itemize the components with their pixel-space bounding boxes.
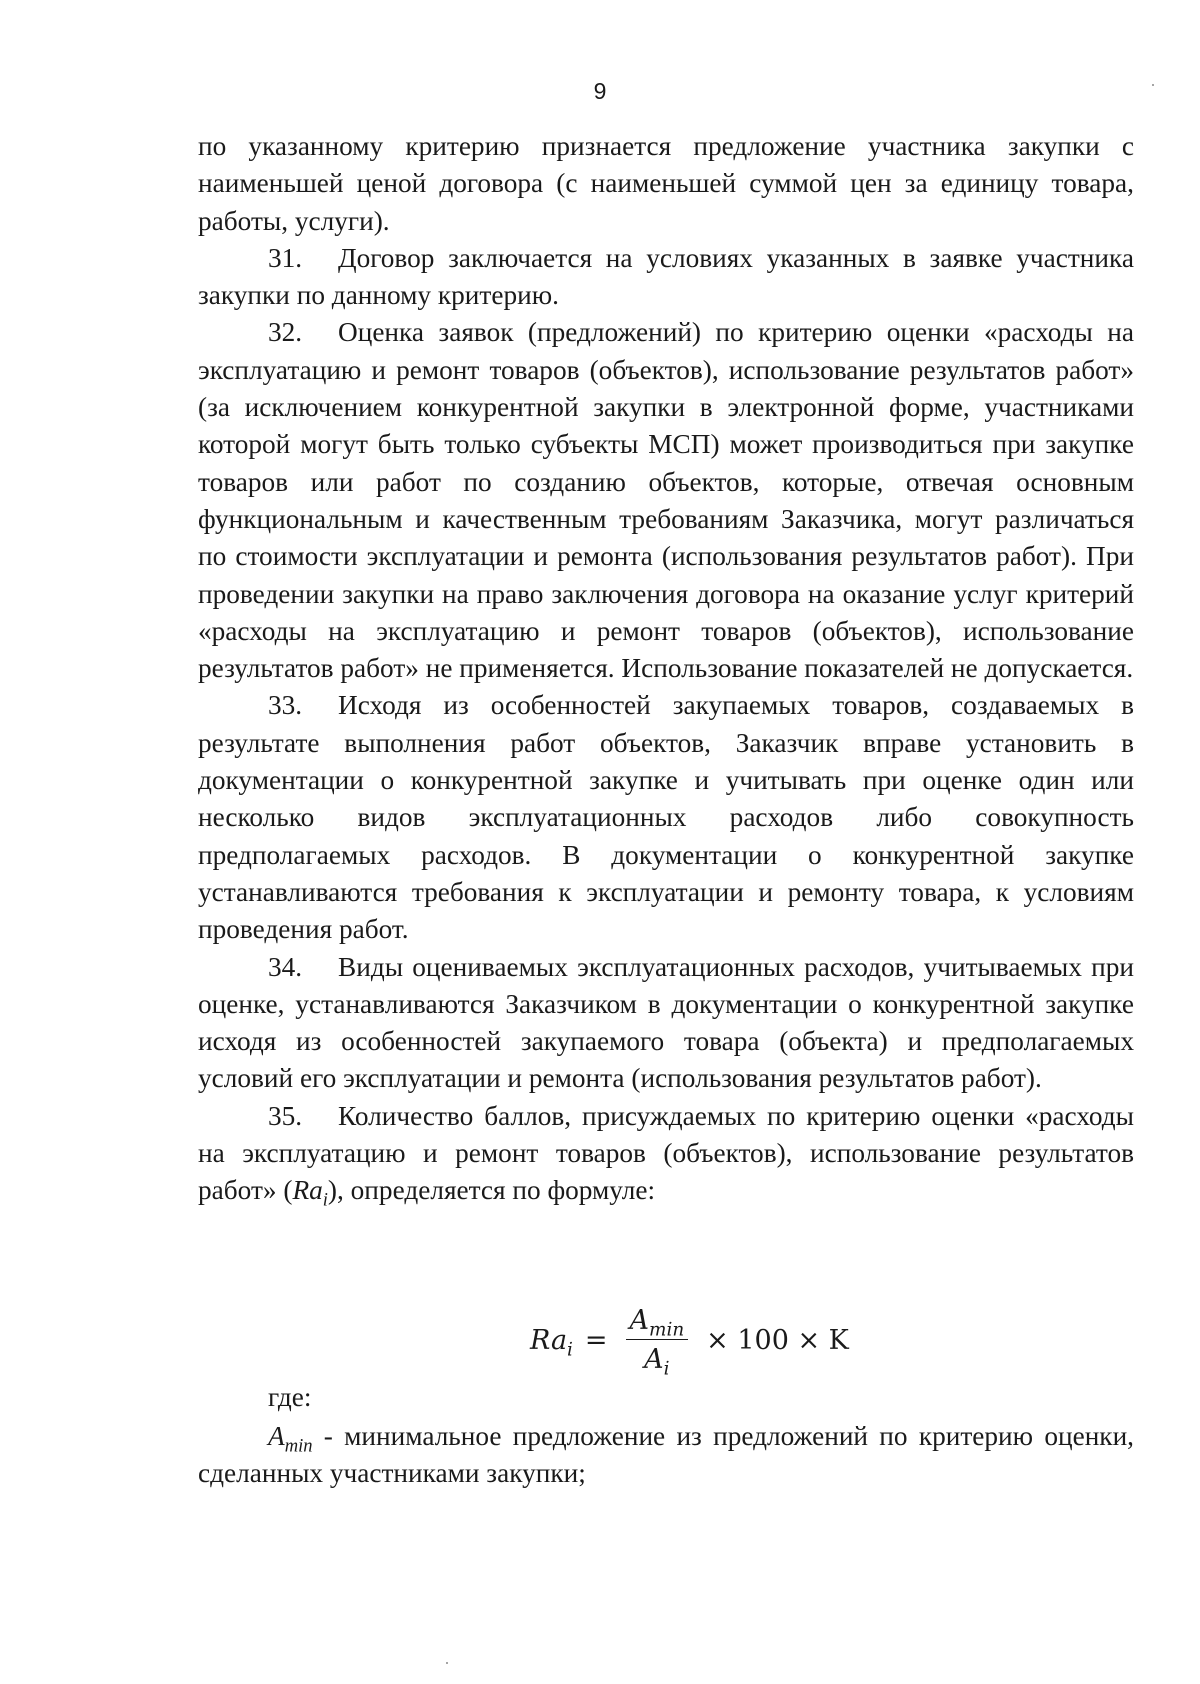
page-number: 9: [593, 78, 607, 104]
paragraph-text: Оценка заявок (предложений) по критерию оценки «расходы на эксплуатацию и ремонт товаров (объектов), использование результатов работ» (за исключением конкурентной закупки в электронной форме, участниками которой могут быть только субъекты МСП) может производиться при закупке товаров или работ по созданию объектов, которые, отвечая основным функциональным и качественным требованиям Заказчика, могут различаться по стоимости эксплуатации и ремонта (использования результатов работ). При проведении закупки на право заключения договора на оказание услуг критерий «расходы на эксплуатацию и ремонт товаров (объектов), использование результатов работ» не применяется. Использование показателей не допускается.: [198, 317, 1134, 684]
paragraph-text-before: Количество баллов, присуждаемых по критерию оценки «расходы на эксплуатацию и ремонт товаров (объектов), использование результатов работ» (: [198, 1100, 1134, 1206]
where-label: где:: [268, 1382, 312, 1412]
body-text: [198, 128, 1134, 1210]
paragraph-number: 32.: [268, 317, 303, 348]
scan-speck: [1152, 84, 1154, 86]
paragraph-33: [198, 687, 1134, 948]
definition-symbol: $A_{min}$: [268, 1421, 313, 1457]
paragraph-31: [198, 240, 1134, 315]
scan-speck: [446, 1662, 448, 1664]
formula-lhs: $Ra_i$: [530, 1324, 573, 1360]
paragraph-number: 33.: [268, 690, 303, 721]
paragraph-35: [198, 1098, 1134, 1210]
score-formula: [530, 1300, 849, 1380]
formula-fraction: [626, 1305, 689, 1380]
paragraph-number: 34.: [268, 951, 303, 982]
formula-equals: =: [584, 1324, 608, 1356]
paragraph-number: 35.: [268, 1100, 303, 1131]
paragraph-32: [198, 314, 1134, 687]
formula-numerator: $A_{min}$: [626, 1305, 689, 1340]
paragraph-text: по указанному критерию признается предложение участника закупки с наименьшей ценой договора (с наименьшей суммой цен за единицу товара, работы, услуги).: [198, 131, 1134, 236]
definition-text: - минимальное предложение из предложений по критерию оценки, сделанных участниками закупки;: [198, 1421, 1134, 1489]
paragraph-continuation: [198, 128, 1134, 240]
formula-tail: × 100 × K: [706, 1324, 849, 1356]
definition-amin: [198, 1418, 1134, 1493]
paragraph-text-after: ), определяется по формуле:: [327, 1175, 656, 1206]
paragraph-34: [198, 949, 1134, 1098]
paragraph-text: Договор заключается на условиях указанных в заявке участника закупки по данному критерию.: [198, 242, 1134, 311]
formula-denominator: $A_i$: [644, 1344, 670, 1380]
inline-symbol: $Ra_i$: [292, 1175, 328, 1211]
paragraph-number: 31.: [268, 242, 303, 273]
paragraph-text: Исходя из особенностей закупаемых товаров, создаваемых в результате выполнения работ объектов, Заказчик вправе установить в документации о конкурентной закупке и учитывать при оценке один или несколько видов эксплуатационных расходов либо совокупность предполагаемых расходов. В документации о конкурентной закупке устанавливаются требования к эксплуатации и ремонту товара, к условиям проведения работ.: [198, 690, 1134, 945]
paragraph-text: Виды оцениваемых эксплуатационных расходов, учитываемых при оценке, устанавливаются Заказчиком в документации о конкурентной закупке исходя из особенностей закупаемого товара (объекта) и предполагаемых условий его эксплуатации и ремонта (использования результатов работ).: [198, 951, 1134, 1094]
